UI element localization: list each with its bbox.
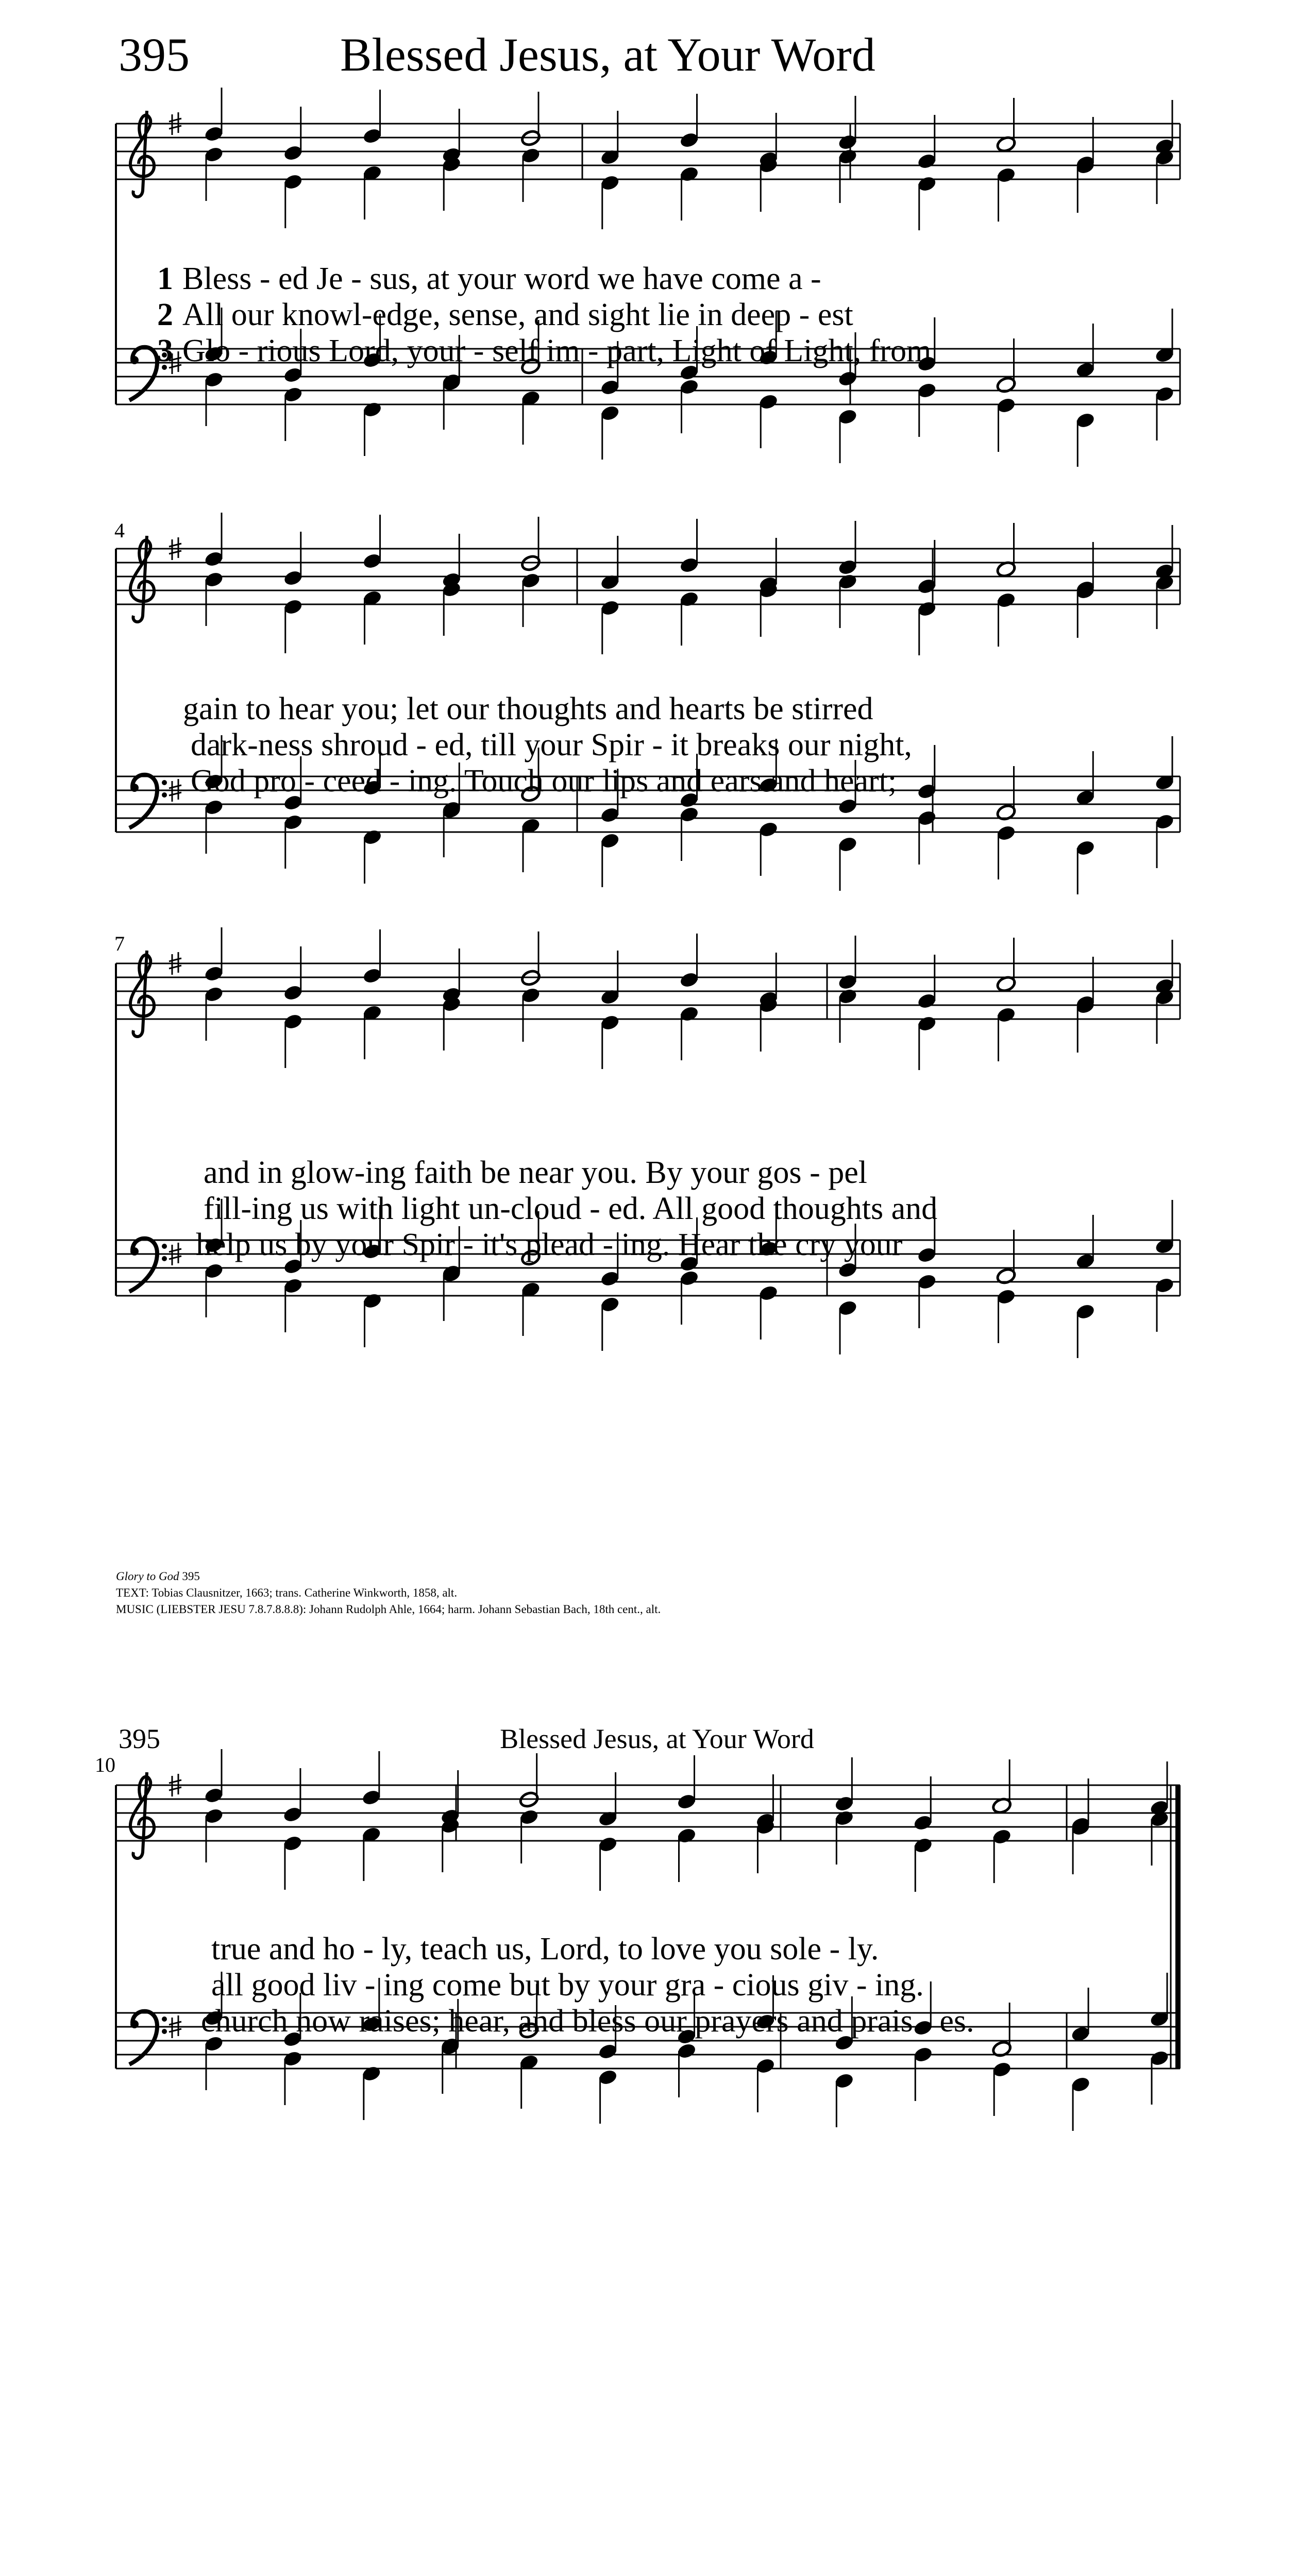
measure-number: 4 [114,519,125,542]
staff-system [116,927,1180,1358]
lyric-line: fill-ing us with light un-cloud - ed. All good thoughts and [204,1191,938,1226]
lyric-line-verse-3: 3 Glo - rious Lord, your - self im - part, Light of Light, from [157,333,932,368]
lyric-line: all good liv - ing come but by your gra - cious giv - ing. [211,1968,924,2003]
lyric-line: God pro - ceed - ing. Touch our lips and ears and heart; [191,764,897,799]
lyric-line: help us by your Spir - it's plead - ing. Hear the cry your [196,1227,903,1262]
measure-number: 7 [114,932,125,955]
lyric-line-verse-1: 1 Bless - ed Je - sus, at your word we have come a - [157,261,821,296]
lyric-line: church now raises; hear, and bless our prayers and prais - es. [201,2004,974,2039]
hymn-number: 395 [119,28,190,81]
continuation-hymn-number: 395 [119,1723,160,1754]
lyric-line: and in glow-ing faith be near you. By your gos - pel [204,1155,867,1190]
hymn-title: Blessed Jesus, at Your Word [340,28,875,81]
continuation-hymn-title: Blessed Jesus, at Your Word [500,1723,814,1754]
credits: Glory to God 395 TEXT: Tobias Clausnitzer, 1663; trans. Catherine Winkworth, 1858, alt. MUSIC (LIEBSTER JESU 7.8.7.8.8.8): Johann Rudolph Ahle, 1664; harm. Johann Sebastian Bach, 18th cent., alt. [116,1570,661,1616]
lyric-line: dark-ness shroud - ed, till your Spir - it breaks our night, [191,727,912,762]
lyric-line: gain to hear you; let our thoughts and hearts be stirred [183,691,873,726]
lyric-line-verse-2: 2 All our knowl-edge, sense, and sight lie in deep - est [157,297,853,332]
measure-number: 10 [95,1753,115,1776]
lyric-line: true and ho - ly, teach us, Lord, to love you sole - ly. [211,1931,879,1967]
